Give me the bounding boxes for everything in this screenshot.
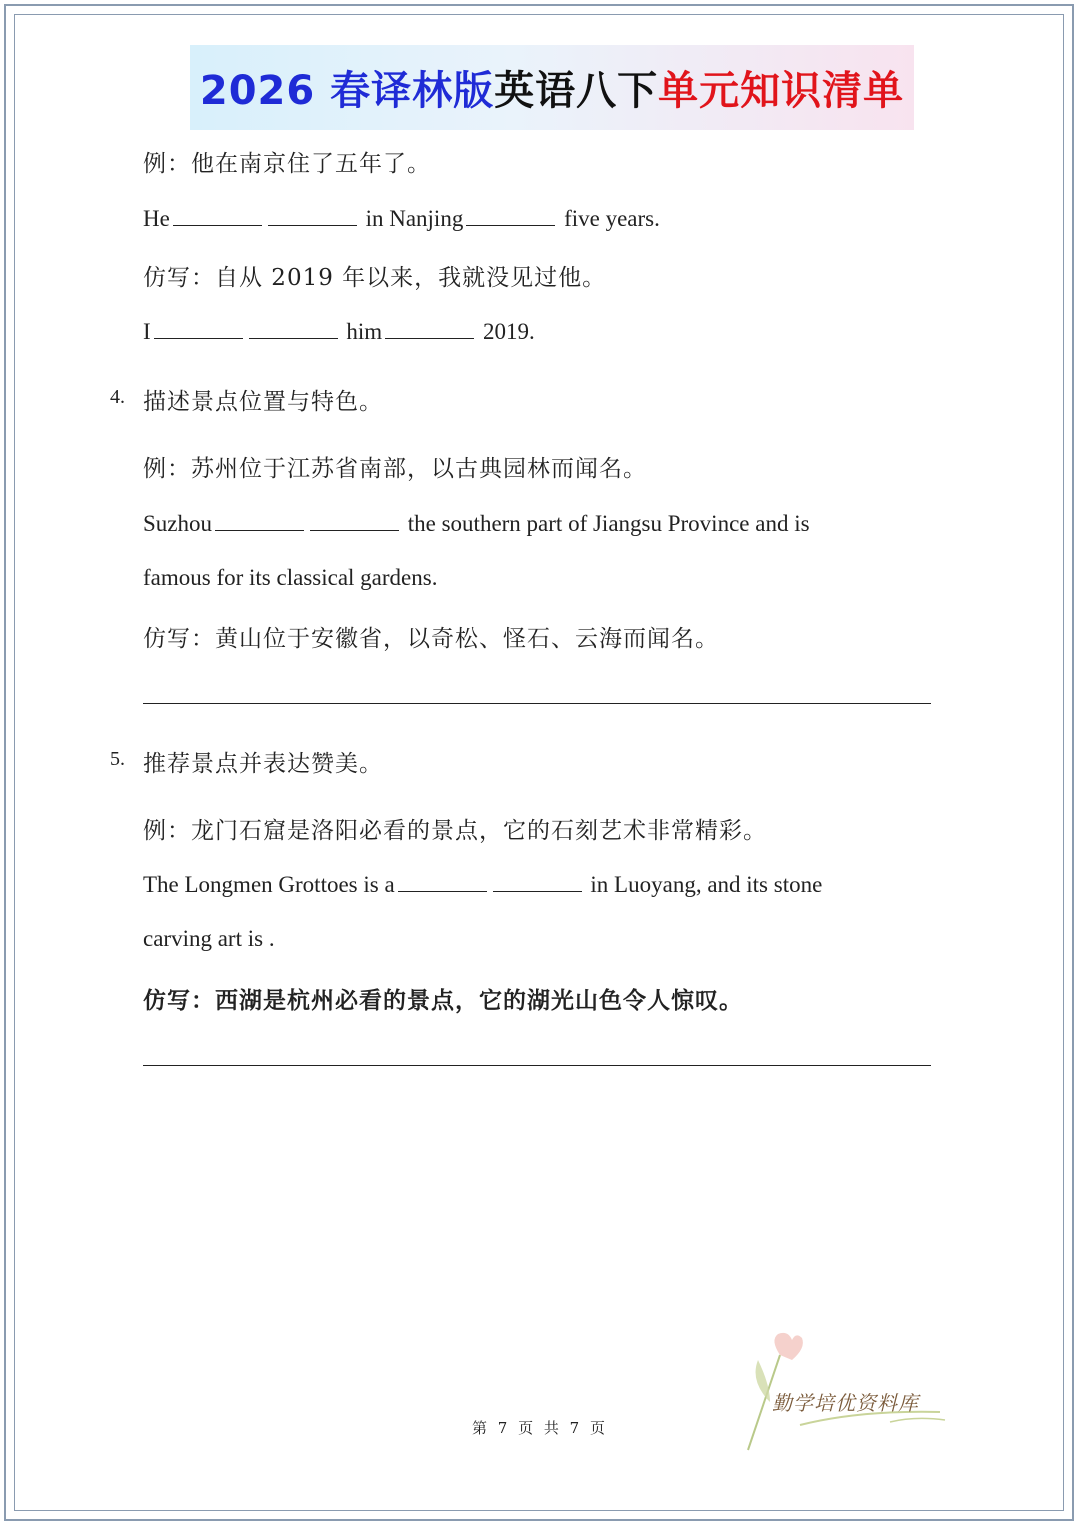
blank[interactable] [310, 508, 399, 531]
blank[interactable] [268, 203, 357, 226]
banner-part-1: 2026 春译林版 [199, 68, 495, 114]
text-southern-part: the southern part of Jiangsu Province and is [407, 511, 810, 536]
answer-line[interactable] [143, 703, 931, 704]
exercise-line-he [143, 203, 660, 232]
blank[interactable] [398, 869, 487, 892]
imitation-line-1: 仿写：自从 2019 年以来，我就没见过他。 [143, 265, 607, 291]
logo-text: 勤学培优资料库 [772, 1391, 919, 1415]
blank[interactable] [249, 316, 338, 339]
example-line-1: 例：他在南京住了五年了。 [143, 151, 431, 177]
text-in-nanjing: in Nanjing [365, 206, 464, 231]
banner-part-2: 英语八下 [494, 68, 659, 114]
exercise-line-suzhou [143, 508, 810, 537]
title-banner [190, 45, 914, 130]
text-he: He [143, 206, 170, 231]
banner-part-3: 单元知识清单 [658, 68, 905, 114]
blank[interactable] [173, 203, 262, 226]
example-line-3: 例：龙门石窟是洛阳必看的景点，它的石刻艺术非常精彩。 [143, 818, 767, 844]
exercise-line-i [143, 316, 535, 345]
imitation-line-3: 仿写：西湖是杭州必看的景点，它的湖光山色令人惊叹。 [143, 987, 743, 1014]
blank[interactable] [466, 203, 555, 226]
page-footer: 第 7 页 共 7 页 [472, 1419, 608, 1437]
text-longmen: The Longmen Grottoes is a [143, 872, 395, 897]
text-i: I [143, 319, 151, 344]
text-2019: 2019. [482, 319, 535, 344]
blank[interactable] [385, 316, 474, 339]
blank[interactable] [154, 316, 243, 339]
blank[interactable] [493, 869, 582, 892]
section-heading-5: 推荐景点并表达赞美。 [143, 751, 383, 777]
text-in-luoyang: in Luoyang, and its stone [590, 872, 823, 897]
imitation-line-2: 仿写：黄山位于安徽省，以奇松、怪石、云海而闻名。 [143, 626, 719, 652]
answer-line[interactable] [143, 1065, 931, 1066]
blank[interactable] [215, 508, 304, 531]
exercise-line-longmen [143, 869, 822, 898]
text-him: him [346, 319, 383, 344]
example-line-2: 例：苏州位于江苏省南部，以古典园林而闻名。 [143, 456, 647, 482]
item-number-5: 5. [110, 748, 125, 770]
section-heading-4: 描述景点位置与特色。 [143, 389, 383, 415]
exercise-line-famous: famous for its classical gardens. [143, 565, 438, 590]
text-suzhou: Suzhou [143, 511, 212, 536]
exercise-line-carving: carving art is . [143, 926, 275, 951]
item-number-4: 4. [110, 386, 125, 408]
text-five-years: five years. [564, 206, 660, 231]
